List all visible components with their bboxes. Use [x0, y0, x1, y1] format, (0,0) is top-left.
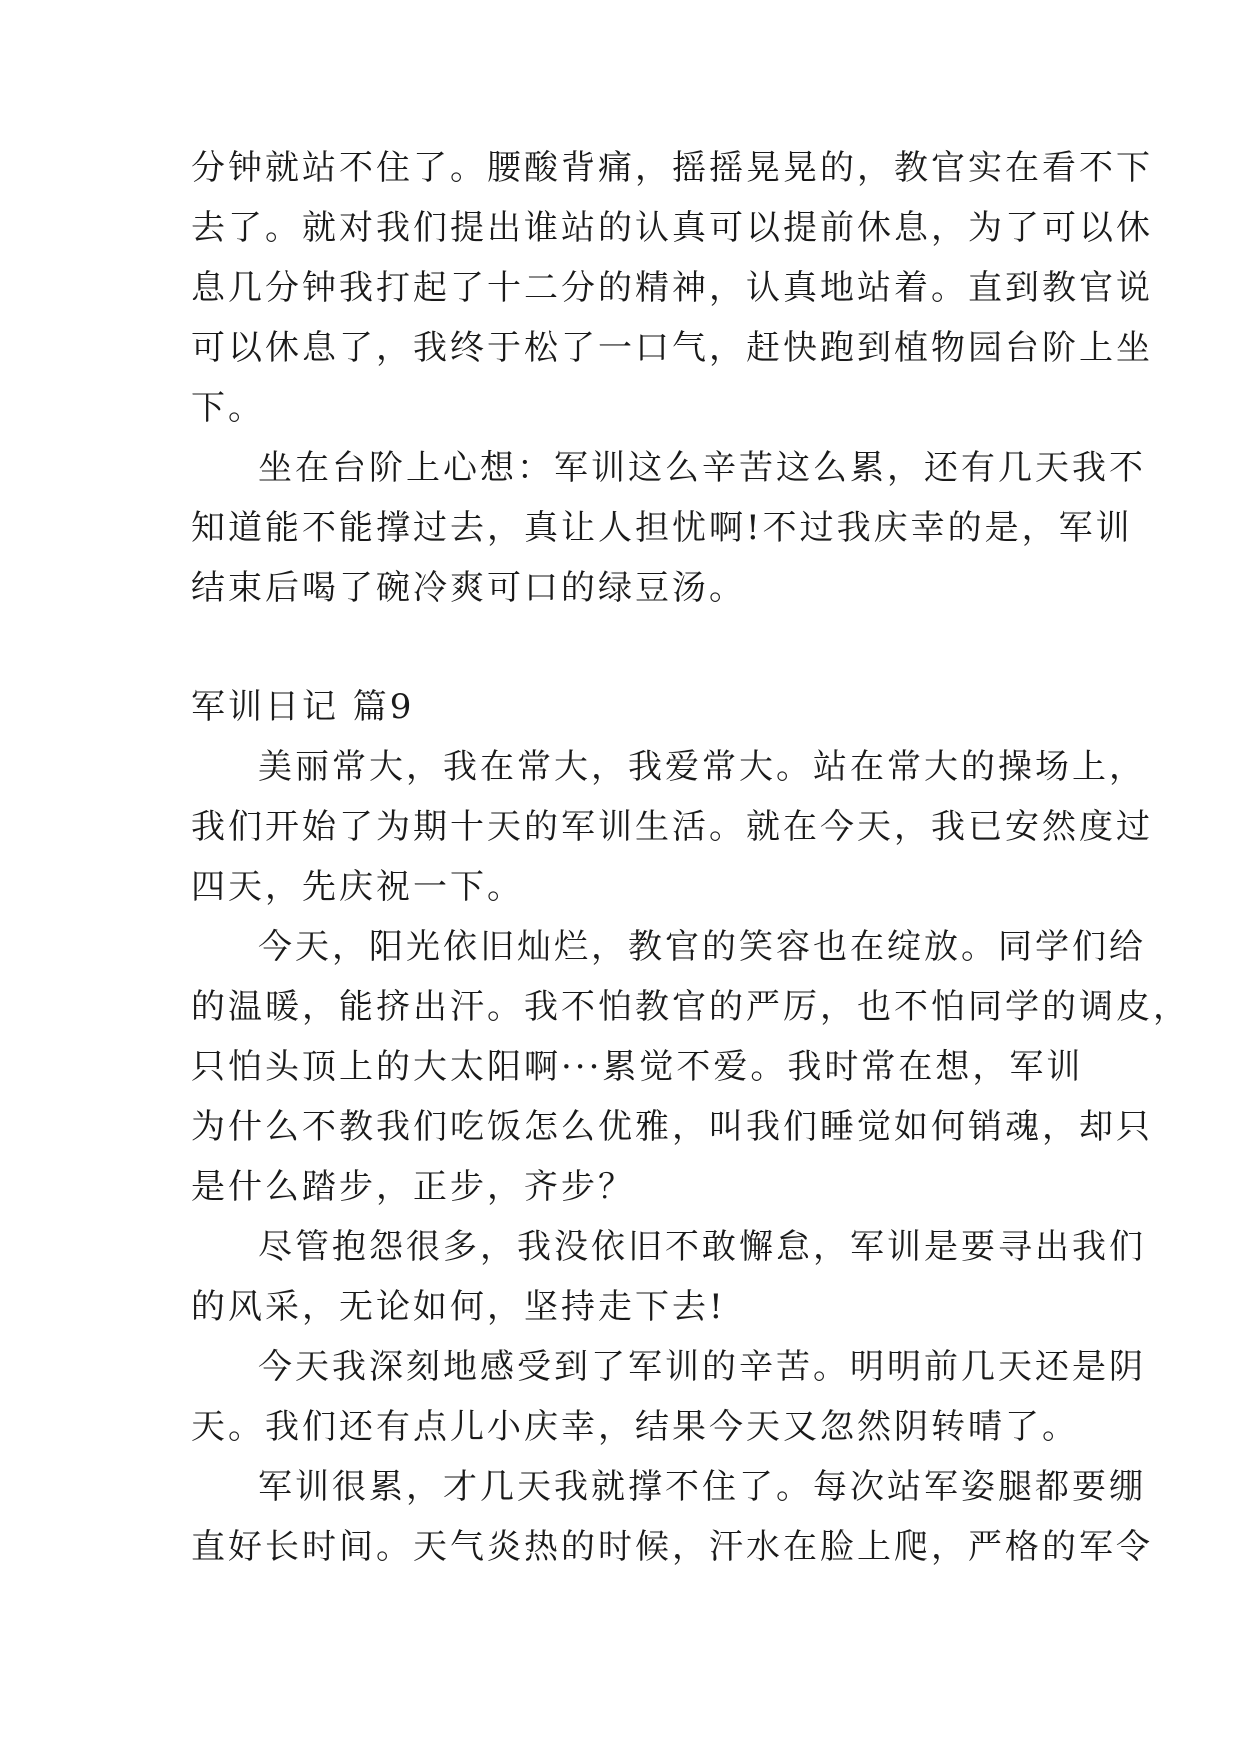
paragraph-line: 美丽常大，我在常大，我爱常大。站在常大的操场上， [258, 747, 1146, 787]
paragraph-line: 是什么踏步，正步，齐步？ [191, 1167, 635, 1207]
paragraph-line: 军训很累，才几天我就撑不住了。每次站军姿腿都要绷 [258, 1467, 1146, 1507]
paragraph-line: 的风采，无论如何，坚持走下去! [191, 1287, 726, 1327]
paragraph-line: 知道能不能撑过去，真让人担忧啊!不过我庆幸的是，军训 [191, 508, 1133, 548]
paragraph-line: 为什么不教我们吃饭怎么优雅，叫我们睡觉如何销魂，却只 [191, 1107, 1153, 1147]
paragraph-line: 去了。就对我们提出谁站的认真可以提前休息，为了可以休 [191, 208, 1153, 248]
paragraph-line: 今天我深刻地感受到了军训的辛苦。明明前几天还是阴 [258, 1347, 1146, 1387]
paragraph-line: 分钟就站不住了。腰酸背痛，摇摇晃晃的，教官实在看不下 [191, 148, 1153, 188]
section-heading: 军训日记 篇9 [191, 687, 415, 727]
paragraph-line: 四天，先庆祝一下。 [191, 867, 524, 907]
paragraph-line: 下。 [191, 388, 265, 428]
paragraph-line: 可以休息了，我终于松了一口气，赶快跑到植物园台阶上坐 [191, 328, 1153, 368]
paragraph-line: 息几分钟我打起了十二分的精神，认真地站着。直到教官说 [191, 268, 1153, 308]
paragraph-line: 我们开始了为期十天的军训生活。就在今天，我已安然度过 [191, 807, 1153, 847]
paragraph-line: 今天，阳光依旧灿烂，教官的笑容也在绽放。同学们给 [258, 927, 1146, 967]
paragraph-line: 天。我们还有点儿小庆幸，结果今天又忽然阴转晴了。 [191, 1407, 1079, 1447]
paragraph-line: 的温暖，能挤出汗。我不怕教官的严厉，也不怕同学的调皮， [191, 987, 1190, 1027]
paragraph-line: 直好长时间。天气炎热的时候，汗水在脸上爬，严格的军令 [191, 1527, 1153, 1567]
paragraph-line: 结束后喝了碗冷爽可口的绿豆汤。 [191, 568, 746, 608]
paragraph-line: 坐在台阶上心想：军训这么辛苦这么累，还有几天我不 [258, 448, 1146, 488]
paragraph-line: 只怕头顶上的大太阳啊···累觉不爱。我时常在想，军训 [191, 1047, 1084, 1087]
paragraph-line: 尽管抱怨很多，我没依旧不敢懈怠，军训是要寻出我们 [258, 1227, 1146, 1267]
